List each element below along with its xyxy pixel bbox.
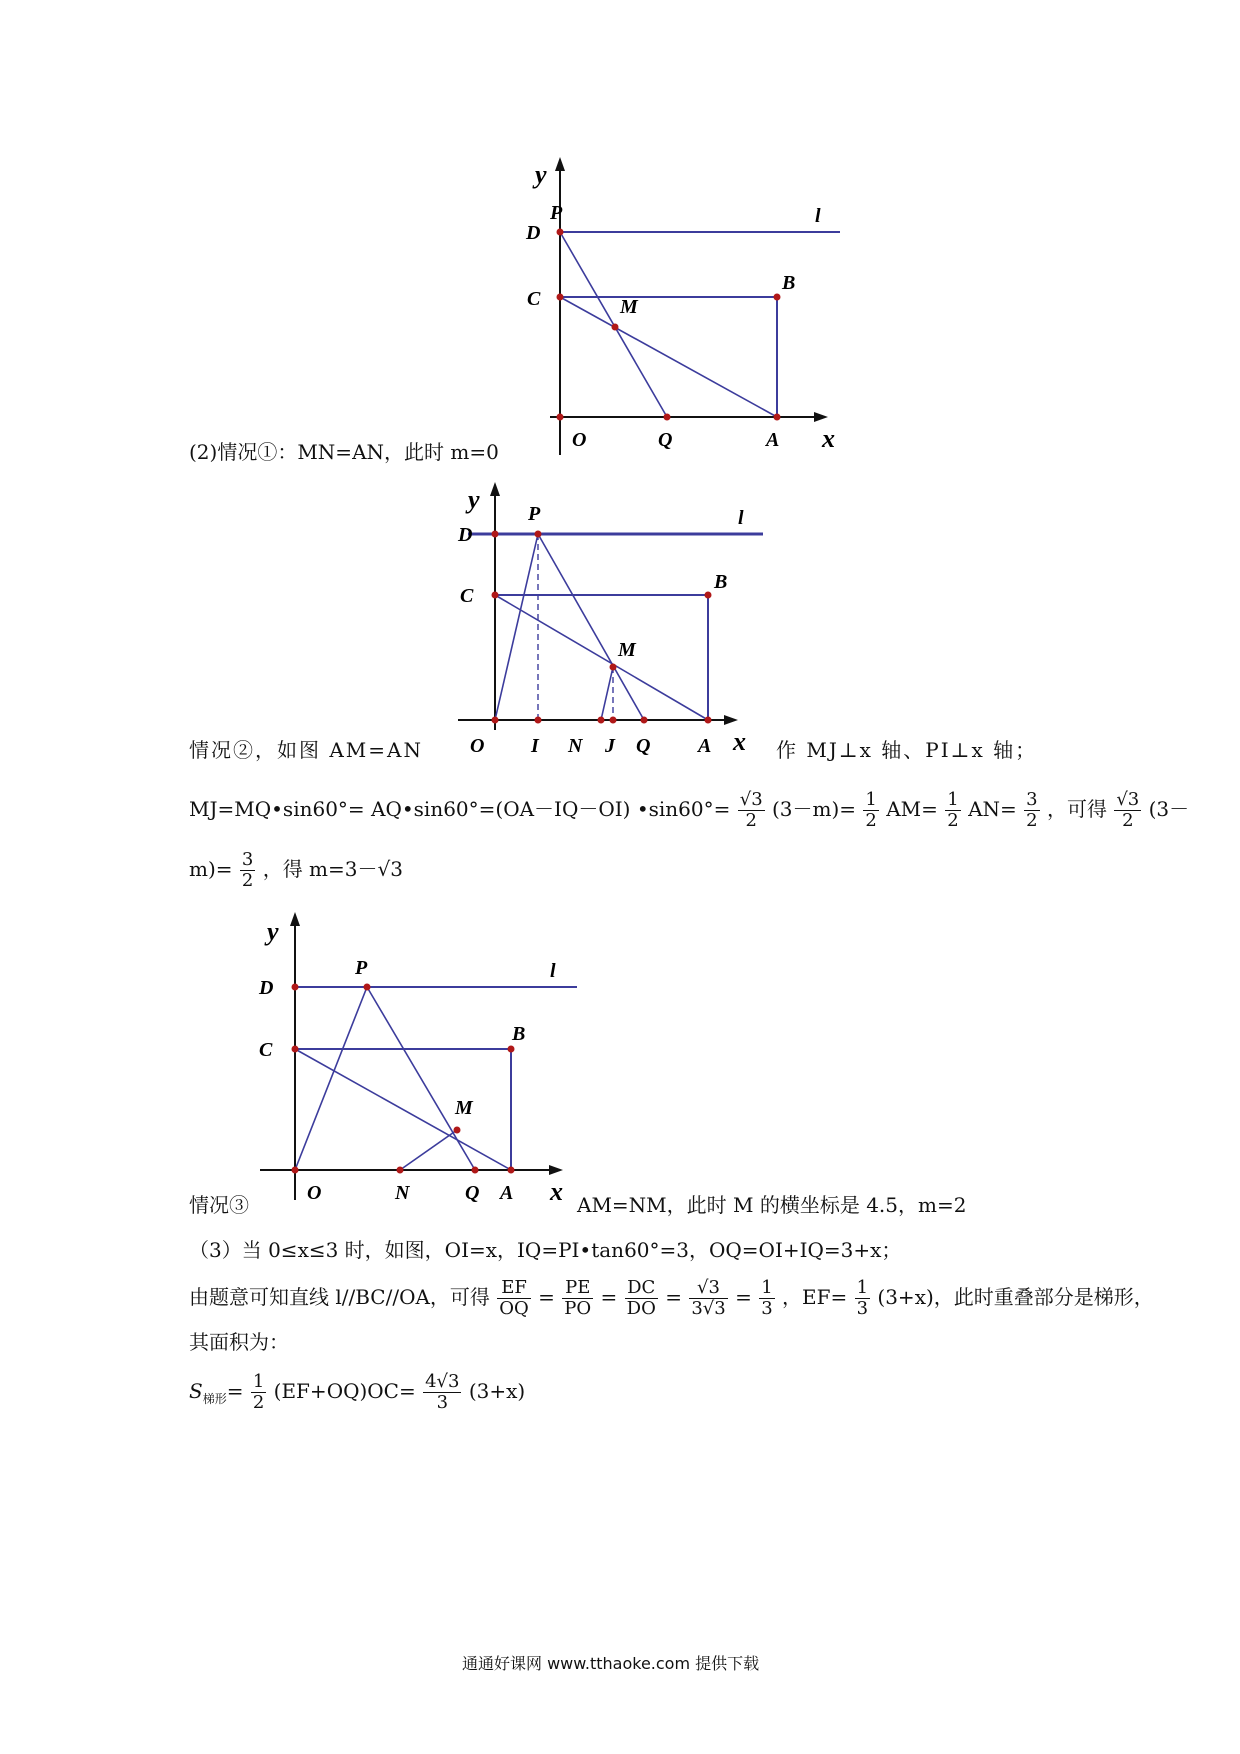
fig3-label-o: O (307, 1182, 322, 1204)
fig1-label-x: x (822, 424, 835, 453)
equals-sign: = (665, 1285, 682, 1309)
fig2-point-n (598, 717, 605, 724)
fig1-label-p: P (550, 202, 563, 224)
fig1-label-m: M (620, 296, 638, 318)
fig3-label-c: C (259, 1039, 273, 1061)
fraction-1-over-2b: $\frac{1}{2}$ (947, 789, 959, 831)
fig2-x-arrow (724, 715, 738, 725)
fig1-label-o: O (572, 429, 587, 451)
fig1-label-d: D (526, 222, 541, 244)
part3-line4-c: (EF+OQ)OC= (273, 1379, 416, 1403)
fig3-label-y: y (267, 917, 279, 946)
fig2-label-a: A (698, 735, 712, 757)
equals-sign: = (538, 1285, 555, 1309)
case1-text: (2)情况①：MN=AN，此时 m=0 (189, 440, 499, 464)
case2-formula-e: ，可得 (1046, 797, 1107, 821)
case2-lead: 情况②，如图 AM=AN (189, 738, 423, 762)
fig3-seg-pq (367, 987, 475, 1170)
fraction-1-over-2: $\frac{1}{2}$ (865, 789, 877, 831)
fig1-x-arrow (814, 412, 828, 422)
fig2-label-b: B (714, 571, 728, 593)
fig2-label-p: P (528, 503, 541, 525)
fig1-point-q (664, 414, 671, 421)
fig1-point-m (612, 324, 619, 331)
fig1-label-y: y (535, 160, 547, 189)
fig1-point-d (557, 229, 564, 236)
fraction-ef-over-oq: $\frac{EF}{OQ}$ (499, 1277, 529, 1319)
fraction-sqrt3-over-2: $\frac{√3}{2}$ (739, 789, 763, 831)
case2-formula-a: MJ=MQ•sin60°= AQ•sin60°=(OA－IQ－OI) •sin60°= (189, 797, 731, 821)
fig1-y-arrow (555, 157, 565, 171)
fig2-seg-pq (538, 534, 644, 720)
fig1-point-b (774, 294, 781, 301)
fraction-1-over-3: $\frac{1}{3}$ (761, 1277, 773, 1319)
fraction-pe-over-po: $\frac{PE}{PO}$ (564, 1277, 592, 1319)
fig3-point-a (508, 1167, 515, 1174)
figure-1 (510, 155, 855, 455)
case2-formula-c: AM= (886, 797, 938, 821)
fig2-point-a (705, 717, 712, 724)
fraction-4sqrt3-over-3: $\frac{4√3}{3}$ (425, 1371, 460, 1413)
fig3-label-l: l (550, 960, 556, 982)
fig3-point-o (292, 1167, 299, 1174)
figure-2 (448, 480, 768, 760)
area-symbol: S (189, 1379, 203, 1403)
fig3-label-a: A (500, 1182, 514, 1204)
fraction-sqrt3-over-3sqrt3: $\frac{√3}{3√3}$ (691, 1277, 726, 1319)
fig2-label-y: y (468, 485, 480, 514)
fig2-label-q: Q (636, 735, 651, 757)
fig3-label-m: M (455, 1097, 473, 1119)
fraction-dc-over-do: $\frac{DC}{DO}$ (626, 1277, 656, 1319)
case2-formula-d: AN= (968, 797, 1017, 821)
fig2-point-d (492, 531, 499, 538)
fig2-y-arrow (490, 482, 500, 496)
fig1-label-a: A (766, 429, 780, 451)
fig2-label-l: l (738, 507, 744, 529)
fig3-point-d (292, 984, 299, 991)
fig3-label-n: N (395, 1182, 410, 1204)
fig2-point-p (535, 531, 542, 538)
equals-sign: = (735, 1285, 752, 1309)
figure-3 (255, 910, 585, 1205)
fig2-point-i (535, 717, 542, 724)
part3-line2-a: 由题意可知直线 l//BC//OA，可得 (189, 1285, 490, 1309)
part3-line2 (189, 1278, 1154, 1319)
case3-tail: AM=NM，此时 M 的横坐标是 4.5，m=2 (577, 1193, 967, 1217)
fig3-label-b: B (512, 1023, 526, 1045)
fig2-point-q (641, 717, 648, 724)
fig2-point-j (610, 717, 617, 724)
equals-sign: = (600, 1285, 618, 1309)
fig2-seg-mn (601, 667, 613, 720)
fig2-label-n: N (568, 735, 583, 757)
fig3-y-arrow (290, 912, 300, 926)
case2-formula-b: (3－m)= (772, 797, 857, 821)
part3-line3: 其面积为： (189, 1330, 289, 1354)
fig2-point-m (610, 664, 617, 671)
fig1-label-b: B (782, 272, 796, 294)
fig1-seg-ca (560, 297, 777, 417)
fig2-point-b (705, 592, 712, 599)
fig3-seg-po (295, 987, 367, 1170)
fig2-label-x: x (733, 727, 746, 756)
fig3-label-q: Q (465, 1182, 480, 1204)
fraction-1-over-3b: $\frac{1}{3}$ (856, 1277, 869, 1319)
fraction-3-over-2: $\frac{3}{2}$ (1026, 789, 1038, 831)
case2-formula-f: (3－ (1148, 797, 1190, 821)
part3-line1: （3）当 0≤x≤3 时，如图，OI=x，IQ=PI•tan60°=3，OQ=OI+IQ=3+x； (189, 1238, 902, 1262)
case2-result-line (189, 850, 403, 891)
fig3-point-p (364, 984, 371, 991)
fig2-label-j: J (605, 735, 615, 757)
fig3-label-x: x (550, 1177, 563, 1205)
fig2-label-m: M (618, 639, 636, 661)
case3-lead: 情况③ (189, 1193, 249, 1217)
fig2-point-o (492, 717, 499, 724)
fig3-seg-ca (295, 1049, 511, 1170)
fig1-label-c: C (527, 288, 541, 310)
area-equals: = (226, 1379, 244, 1403)
fig3-point-q (472, 1167, 479, 1174)
fig2-seg-po (495, 534, 538, 720)
case2-tail: 作 MJ⊥x 轴、PI⊥x 轴； (776, 738, 1038, 762)
fig2-seg-ca (495, 595, 708, 720)
case2-result-b: ，得 m=3－√3 (262, 857, 403, 881)
part3-line4 (189, 1372, 525, 1413)
fig3-point-c (292, 1046, 299, 1053)
case2-formula-line (189, 790, 1189, 831)
part3-line2-c: (3+x)，此时重叠部分是梯形， (877, 1285, 1154, 1309)
fig1-label-l: l (815, 205, 821, 227)
fig1-point-a (774, 414, 781, 421)
fig1-point-c (557, 294, 564, 301)
fig3-label-p: P (355, 957, 368, 979)
part3-line4-d: (3+x) (468, 1379, 526, 1403)
fig3-point-n (397, 1167, 404, 1174)
fig2-label-d: D (458, 524, 473, 546)
fig3-seg-mn (400, 1130, 457, 1170)
fraction-3-over-2b: $\frac{3}{2}$ (241, 849, 254, 891)
fig3-x-arrow (549, 1165, 563, 1175)
fig3-point-m (454, 1127, 461, 1134)
fraction-1-over-2c: $\frac{1}{2}$ (252, 1371, 265, 1413)
page-footer: 通通好课网 www.tthaoke.com 提供下载 (462, 1654, 760, 1673)
fig3-point-b (508, 1046, 515, 1053)
area-subscript: 梯形 (202, 1392, 227, 1406)
fig2-label-i: I (531, 735, 539, 757)
fig2-label-o: O (470, 735, 485, 757)
fig1-point-o (557, 414, 564, 421)
fig2-point-c (492, 592, 499, 599)
fig3-label-d: D (259, 977, 274, 999)
case2-result-a: m)= (189, 857, 233, 881)
fig1-label-q: Q (658, 429, 673, 451)
part3-line2-b: ，EF= (782, 1285, 848, 1309)
fig2-label-c: C (460, 585, 474, 607)
fraction-sqrt3-over-2b: $\frac{√3}{2}$ (1116, 789, 1140, 831)
